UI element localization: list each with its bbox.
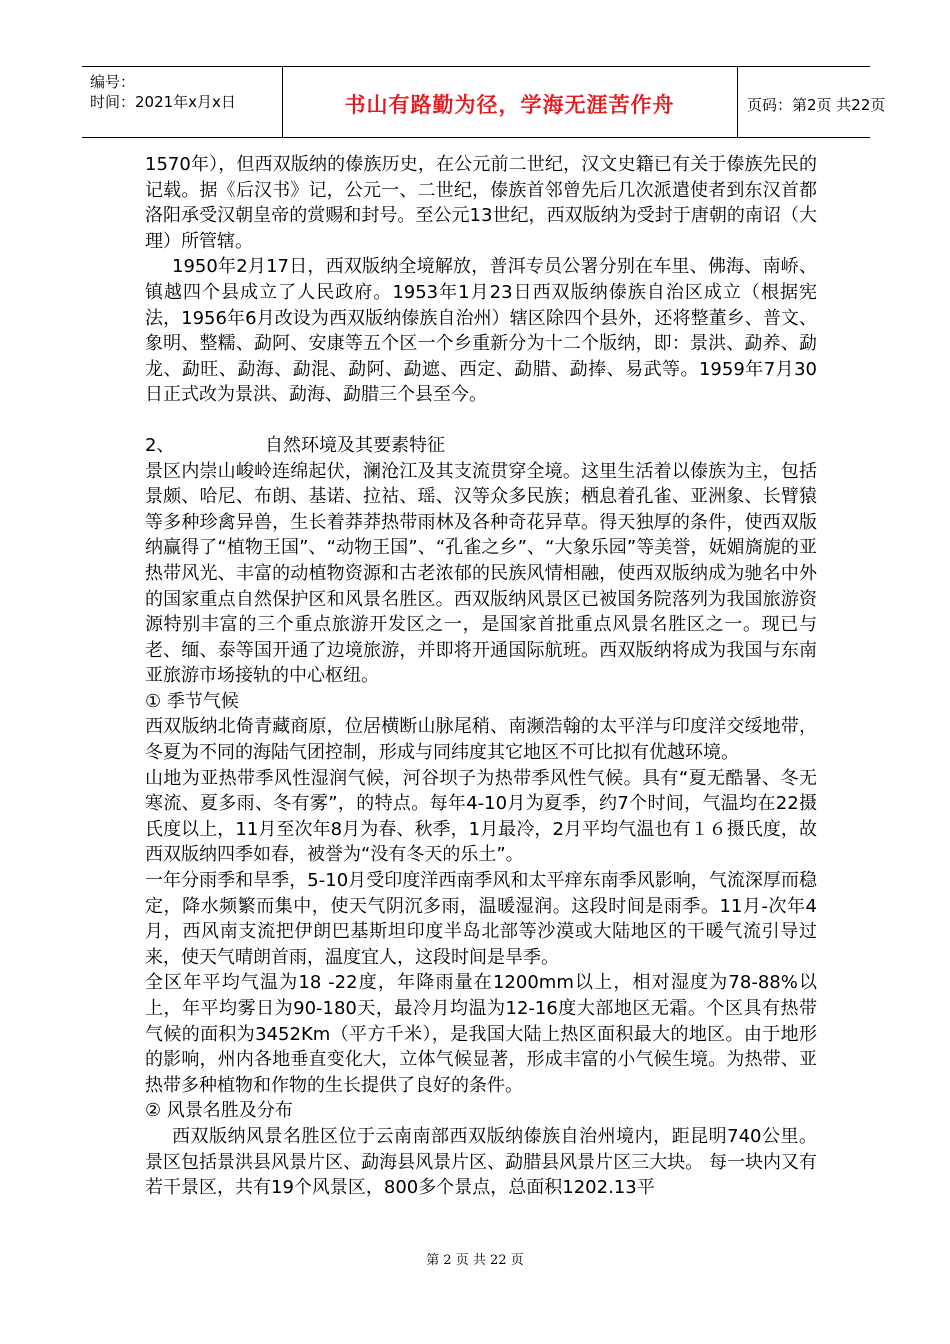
page-header (82, 66, 886, 138)
paragraph-climate-seasons: 山地为亚热带季风性湿润气候，河谷坝子为热带季风性气候。具有“夏无酷暑、冬无寒流、夏多雨、冬有雾”，的特点。每年4-10月为夏季，约7个时间，气温均在22摄氏度以上，11月至次年8月为春、秋季，1月最冷，2月平均气温也有１６摄氏度，故西双版纳四季如春，被誉为“没有冬天的乐土”。 (145, 767, 817, 866)
page-footer: 第 2 页 共 22 页 (426, 1253, 524, 1268)
section-title: 自然环境及其要素特征 (265, 434, 445, 456)
header-motto-cell (282, 67, 738, 137)
document-body (145, 152, 817, 1201)
section-heading (145, 433, 817, 459)
paragraph-environment: 景区内崇山峻岭连绵起伏，澜沧江及其支流贯穿全境。这里生活着以傣族为主，包括景颇、哈尼、布朗、基诺、拉祜、瑶、汉等众多民族；栖息着孔雀、亚洲象、长臂猿等多种珍禽异兽，生长着莽莽热带雨林及各种奇花异草。得天独厚的条件，使西双版纳赢得了“植物王国”、“动物王国”、“孔雀之乡”、“大象乐园”等美誉，妩媚旖旎的亚热带风光、丰富的动植物资源和古老浓郁的民族风情相融，使西双版纳成为驰名中外的国家重点自然保护区和风景名胜区。西双版纳风景区已被国务院落列为我国旅游资源特别丰富的三个重点旅游开发区之一，是国家首批重点风景名胜区之一。现已与老、缅、泰等国开通了边境旅游，并即将开通国际航班。西双版纳将成为我国与东南亚旅游市场接轨的中心枢纽。 (145, 460, 817, 687)
paragraph-climate-location: 西双版纳北倚青藏商原，位居横断山脉尾稍、南濒浩翰的太平洋与印度洋交绥地带，冬夏为不同的海陆气团控制，形成与同纬度其它地区不可比拟有优越环境。 (145, 716, 817, 764)
spacer (145, 408, 817, 433)
subheading-climate: ① 季节气候 (145, 690, 239, 712)
paragraph-history-liberation: 1950年2月17日，西双版纳全境解放，普洱专员公署分别在车里、佛海、南峤、镇越四个县成立了人民政府。1953年1月23日西双版纳傣族自治区成立（根据宪法，1956年6月改设为西双版纳傣族自治州）辖区除四个县外，还将整董乡、普文、象明、整糯、勐阿、安康等五个区一个乡重新分为十二个版纳，即：景洪、勐养、勐龙、勐旺、勐海、勐混、勐阿、勐遮、西定、勐腊、勐捧、易武等。1959年7月30日正式改为景洪、勐海、勐腊三个县至今。 (145, 256, 817, 406)
paragraph-climate-stats: 全区年平均气温为18 -22度，年降雨量在1200mm以上，相对湿度为78-88%以上，年平均雾日为90-180天，最冷月均温为12-16度大部地区无霜。个区具有热带气候的面积为3452Km（平方千米），是我国大陆上热区面积最大的地区。由于地形的影响，州内各地垂直变化大，立体气候显著，形成丰富的小气候生境。为热带、亚热带多种植物和作物的生长提供了良好的条件。 (145, 972, 817, 1096)
paragraph-history-intro: 1570年），但西双版纳的傣族历史，在公元前二世纪，汉文史籍已有关于傣族先民的记载。据《后汉书》记，公元一、二世纪，傣族首邻曾先后几次派遣使者到东汉首都洛阳承受汉朝皇帝的赏赐和封号。至公元13世纪，西双版纳为受封于唐朝的南诏（大理）所管辖。 (145, 154, 817, 252)
document-time-label: 时间：2021年x月x日 (90, 93, 236, 111)
header-page-info: 页码：第2页 共22页 (747, 96, 886, 114)
document-number-label: 编号： (90, 73, 136, 91)
header-page-cell (737, 67, 886, 137)
paragraph-scenic-areas: 西双版纳风景名胜区位于云南南部西双版纳傣族自治州境内，距昆明740公里。景区包括景洪县风景片区、勐海县风景片区、勐腊县风景片区三大块。 每一块内又有若干景区，共有19个风景区，800多个景点，总面积1202.13平 (145, 1125, 817, 1199)
section-number: 2、 (145, 434, 175, 456)
header-meta-cell (82, 67, 283, 137)
subheading-scenic: ② 风景名胜及分布 (145, 1100, 293, 1122)
header-motto: 书山有路勤为径，学海无涯苦作舟 (344, 92, 675, 117)
paragraph-climate-rain: 一年分雨季和旱季，5-10月受印度洋西南季风和太平痒东南季风影响，气流深厚而稳定，降水频繁而集中，使天气阴沉多雨，温暖湿润。这段时间是雨季。11月-次年4月，西风南支流把伊朗巴基斯坦印度半岛北部等沙漠或大陆地区的干暖气流引导过来，使天气晴朗首雨，温度宜人，这段时间是旱季。 (145, 870, 817, 968)
